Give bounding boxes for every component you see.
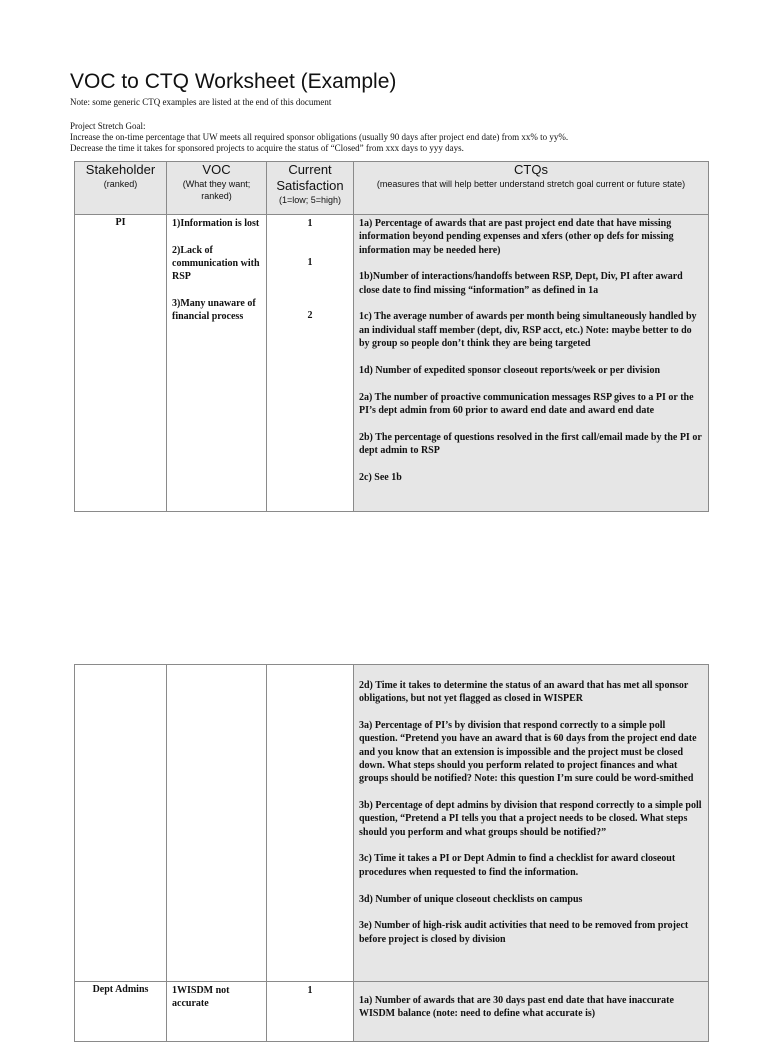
satisfaction-value: 1 xyxy=(307,985,313,996)
ctq-item: 3d) Number of unique closeout checklists on campus xyxy=(359,893,583,905)
header-current-line2: Satisfaction xyxy=(276,178,344,193)
ctq-cell xyxy=(354,665,709,982)
stakeholder-cell-empty xyxy=(75,665,167,982)
document-note: Note: some generic CTQ examples are listed at the end of this document xyxy=(70,97,332,107)
header-current-line1: Current xyxy=(288,162,332,177)
ctq-item: 3b) Percentage of dept admins by division that respond correctly to a simple poll question, “Pretend a PI tells you that a project needs to be closed. What steps should you perform and what groups should be notified?” xyxy=(359,800,702,838)
voc-cell xyxy=(167,982,267,1042)
stakeholder-cell: PI xyxy=(75,215,167,512)
voc-cell-empty xyxy=(167,665,267,982)
ctq-item: 1a) Percentage of awards that are past project end date that have missing information beyond pending expenses and xfers (other op defs for missing information may be needed here) xyxy=(359,218,674,256)
document-title: VOC to CTQ Worksheet (Example) xyxy=(70,70,397,93)
stretch-goal-label: Project Stretch Goal: xyxy=(70,121,146,131)
header-stakeholder xyxy=(75,162,167,215)
header-ctqs-sub: (measures that will help better understand stretch goal current or future state) xyxy=(376,179,686,189)
header-voc-sub: (What they want; ranked) xyxy=(182,179,251,201)
ctq-item: 3e) Number of high-risk audit activities that need to be removed from project before project is closed by division xyxy=(359,920,689,945)
voc-item: 1)Information is lost xyxy=(172,218,260,229)
voc-item: 2)Lack of communication with RSP xyxy=(172,245,260,282)
header-stakeholder-label: Stakeholder xyxy=(85,162,156,177)
satisfaction-cell xyxy=(267,215,354,512)
header-voc-label: VOC xyxy=(202,162,231,177)
ctq-item: 1d) Number of expedited sponsor closeout reports/week or per division xyxy=(359,364,661,376)
ctq-cell xyxy=(354,215,709,512)
stretch-goal-line-1: Increase the on-time percentage that UW meets all required sponsor obligations (usually 90 days after project end date) from xx% to yy%. xyxy=(70,132,569,142)
stretch-goal-line-2: Decrease the time it takes for sponsored projects to acquire the status of “Closed” from xxx days to yyy days. xyxy=(70,143,464,153)
voc-item: 1WISDM not accurate xyxy=(172,985,230,1009)
ctq-cell xyxy=(354,982,709,1042)
satisfaction-value: 1 xyxy=(307,257,313,268)
table-row-continued xyxy=(75,665,709,982)
stakeholder-cell: Dept Admins xyxy=(75,982,167,1042)
ctq-item: 1a) Number of awards that are 30 days past end date that have inaccurate WISDM balance (note: need to define what accurate is) xyxy=(359,995,674,1020)
table-row-pi xyxy=(75,215,709,512)
ctq-item: 2c) See 1b xyxy=(359,471,402,483)
table-row-dept-admins xyxy=(75,982,709,1042)
header-ctqs-label: CTQs xyxy=(514,162,548,177)
satisfaction-value: 1 xyxy=(307,218,313,229)
table-header-row xyxy=(75,162,709,215)
satisfaction-cell-empty xyxy=(267,665,354,982)
ctq-item: 2d) Time it takes to determine the status of an award that has met all sponsor obligations, but not yet flagged as closed in WISPER xyxy=(359,680,689,705)
ctq-item: 3c) Time it takes a PI or Dept Admin to find a checklist for award closeout procedures when requested to find the information. xyxy=(359,853,676,878)
satisfaction-value: 2 xyxy=(307,310,313,321)
ctq-item: 3a) Percentage of PI’s by division that respond correctly to a simple poll question. “Pretend you have an award that is 60 days from the project end date and you know that an extension is impossible and the project must be closed down. What steps should you perform related to project finances and what groups should be notified? Note: this question I’m sure could be word-smithed xyxy=(359,720,697,785)
header-current-sub: (1=low; 5=high) xyxy=(278,195,342,205)
voc-ctq-table-page2 xyxy=(74,664,709,1042)
ctq-item: 1c) The average number of awards per month being simultaneously handled by an individual staff member (dept, div, RSP acct, etc.) Note: maybe better to do by group so people don’t think they are being targeted xyxy=(359,311,697,350)
ctq-item: 1b)Number of interactions/handoffs between RSP, Dept, Div, PI after award close date to find missing “information” as defined in 1a xyxy=(359,271,683,296)
voc-cell xyxy=(167,215,267,512)
header-ctqs xyxy=(354,162,709,215)
ctq-item: 2a) The number of proactive communication messages RSP gives to a PI or the PI’s dept admin from 60 prior to award end date and award end date xyxy=(359,391,694,416)
voc-ctq-table-page1 xyxy=(74,161,709,512)
voc-item: 3)Many unaware of financial process xyxy=(172,298,256,322)
ctq-item: 2b) The percentage of questions resolved in the first call/email made by the PI or dept admin to RSP xyxy=(359,431,702,457)
header-current-satisfaction xyxy=(267,162,354,215)
header-voc xyxy=(167,162,267,215)
satisfaction-cell xyxy=(267,982,354,1042)
header-stakeholder-sub: (ranked) xyxy=(103,179,138,189)
